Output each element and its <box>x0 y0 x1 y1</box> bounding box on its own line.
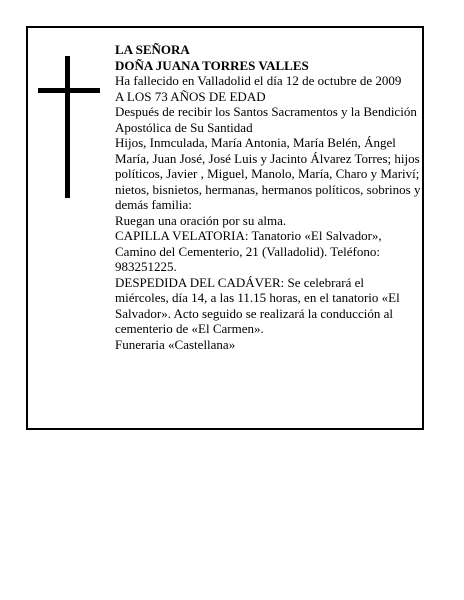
deceased-name: DOÑA JUANA TORRES VALLES <box>115 57 309 73</box>
age-statement: A LOS 73 AÑOS DE EDAD <box>115 88 266 104</box>
chapel-info: CAPILLA VELATORIA: Tanatorio «El Salvador», Camino del Cementerio, 21 (Valladolid). Teléfono: 983251225. <box>115 228 382 274</box>
cross-icon <box>38 56 100 198</box>
obituary-frame <box>26 26 424 430</box>
obituary-text <box>115 42 421 352</box>
sacraments-statement: Después de recibir los Santos Sacramentos y la Bendición Apostólica de Su Santidad <box>115 104 417 135</box>
family-list: Hijos, Inmculada, María Antonia, María Belén, Ángel María, Juan José, José Luis y Jacinto Álvarez Torres; hijos políticos, Javier , Miguel, Manolo, María, Charo y Mariví; nietos, bisnietos, hermanas, hermanos políticos, sobrinos y demás familia: <box>115 135 421 212</box>
farewell-info: DESPEDIDA DEL CADÁVER: Se celebrará el miércoles, día 14, a las 11.15 horas, en el tanatorio «El Salvador». Acto seguido se realizará la conducción al cementerio de «El Carmen». <box>115 274 400 336</box>
notice-title: LA SEÑORA <box>115 42 190 57</box>
cross-vertical-bar <box>65 56 70 198</box>
cross-horizontal-bar <box>38 88 100 93</box>
funeral-home: Funeraria «Castellana» <box>115 336 236 352</box>
prayer-request: Ruegan una oración por su alma. <box>115 212 287 228</box>
death-statement: Ha fallecido en Valladolid el día 12 de octubre de 2009 <box>115 73 402 88</box>
